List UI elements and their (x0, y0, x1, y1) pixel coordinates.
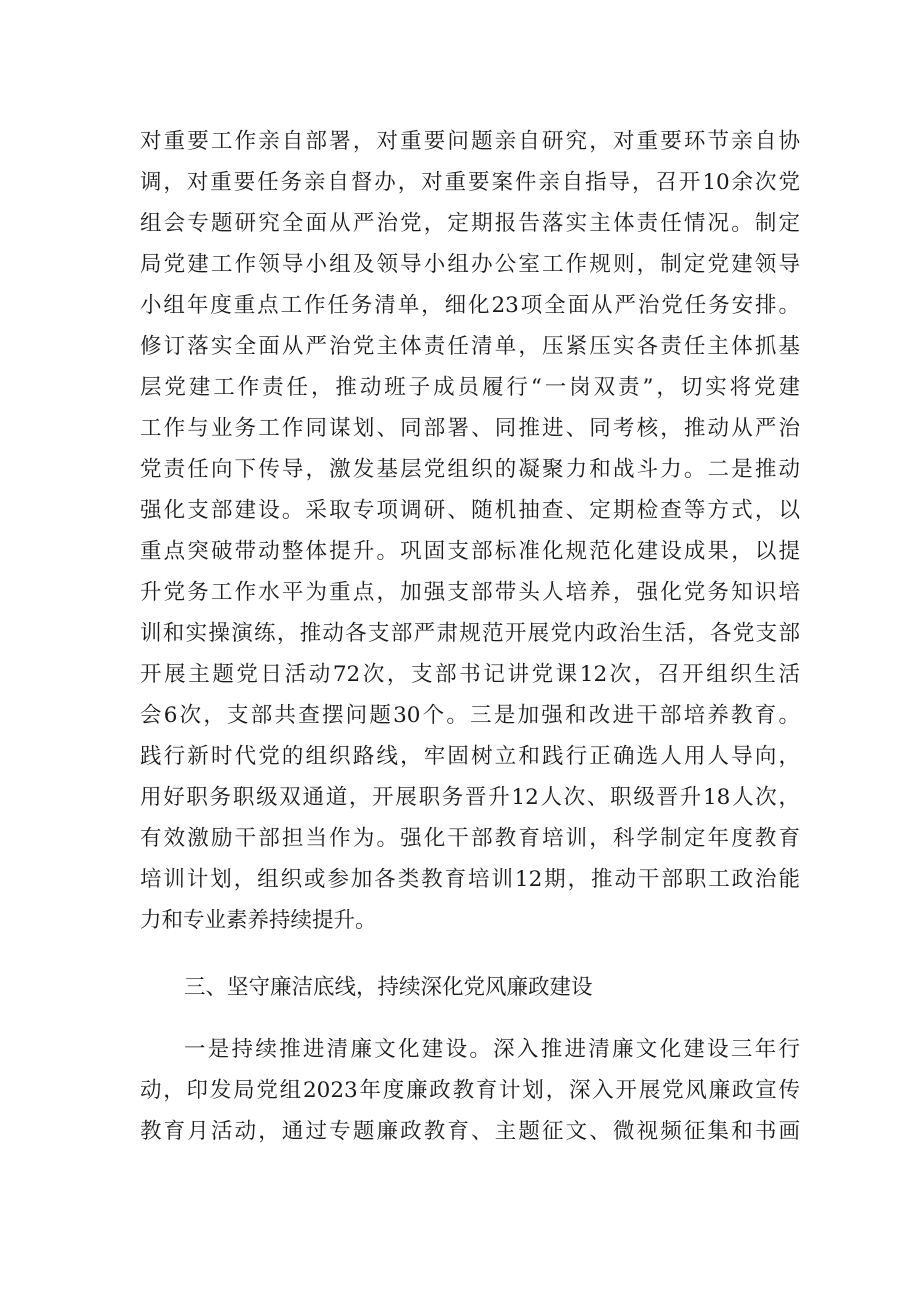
paragraph-line: 培训计划，组织或参加各类教育培训12期，推动干部职工政治能 (140, 867, 800, 892)
paragraph-line: 层党建工作责任，推动班子成员履行“一岗双责”，切实将党建 (140, 375, 800, 400)
paragraph-line: 动，印发局党组2023年度廉政教育计划，深入开展党风廉政宣传 (140, 1078, 800, 1103)
paragraph-line: 会6次，支部共查摆问题30个。三是加强和改进干部培养教育。 (140, 703, 800, 728)
paragraph-line: 升党务工作水平为重点，加强支部带头人培养，强化党务知识培 (140, 580, 800, 605)
paragraph-line: 重点突破带动整体提升。巩固支部标准化规范化建设成果，以提 (140, 539, 800, 564)
paragraph-line: 训和实操演练，推动各支部严肃规范开展党内政治生活，各党支部 (140, 621, 800, 646)
paragraph-line: 小组年度重点工作任务清单，细化23项全面从严治党任务安排。 (140, 293, 800, 318)
paragraph-line: 践行新时代党的组织路线，牢固树立和践行正确选人用人导向， (140, 744, 800, 769)
paragraph-line: 用好职务职级双通道，开展职务晋升12人次、职级晋升18人次， (140, 785, 800, 810)
paragraph-line: 修订落实全面从严治党主体责任清单，压紧压实各责任主体抓基 (140, 334, 800, 359)
paragraph-line: 一是持续推进清廉文化建设。深入推进清廉文化建设三年行 (184, 1037, 800, 1062)
paragraph-line: 工作与业务工作同谋划、同部署、同推进、同考核，推动从严治 (140, 416, 800, 441)
paragraph-line: 力和专业素养持续提升。 (140, 908, 377, 933)
paragraph-line: 调，对重要任务亲自督办，对重要案件亲自指导，召开10余次党 (140, 170, 800, 195)
paragraph-line: 教育月活动，通过专题廉政教育、主题征文、微视频征集和书画 (140, 1119, 800, 1144)
paragraph-line: 局党建工作领导小组及领导小组办公室工作规则，制定党建领导 (140, 252, 800, 277)
section-heading: 三、坚守廉洁底线，持续深化党风廉政建设 (184, 975, 593, 1000)
paragraph-line: 党责任向下传导，激发基层党组织的凝聚力和战斗力。二是推动 (140, 457, 800, 482)
paragraph-line: 对重要工作亲自部署，对重要问题亲自研究，对重要环节亲自协 (140, 129, 800, 154)
paragraph-line: 开展主题党日活动72次，支部书记讲党课12次，召开组织生活 (140, 662, 800, 687)
paragraph-line: 有效激励干部担当作为。强化干部教育培训，科学制定年度教育 (140, 826, 800, 851)
paragraph-line: 强化支部建设。采取专项调研、随机抽查、定期检查等方式，以 (140, 498, 800, 523)
paragraph-line: 组会专题研究全面从严治党，定期报告落实主体责任情况。制定 (140, 211, 800, 236)
